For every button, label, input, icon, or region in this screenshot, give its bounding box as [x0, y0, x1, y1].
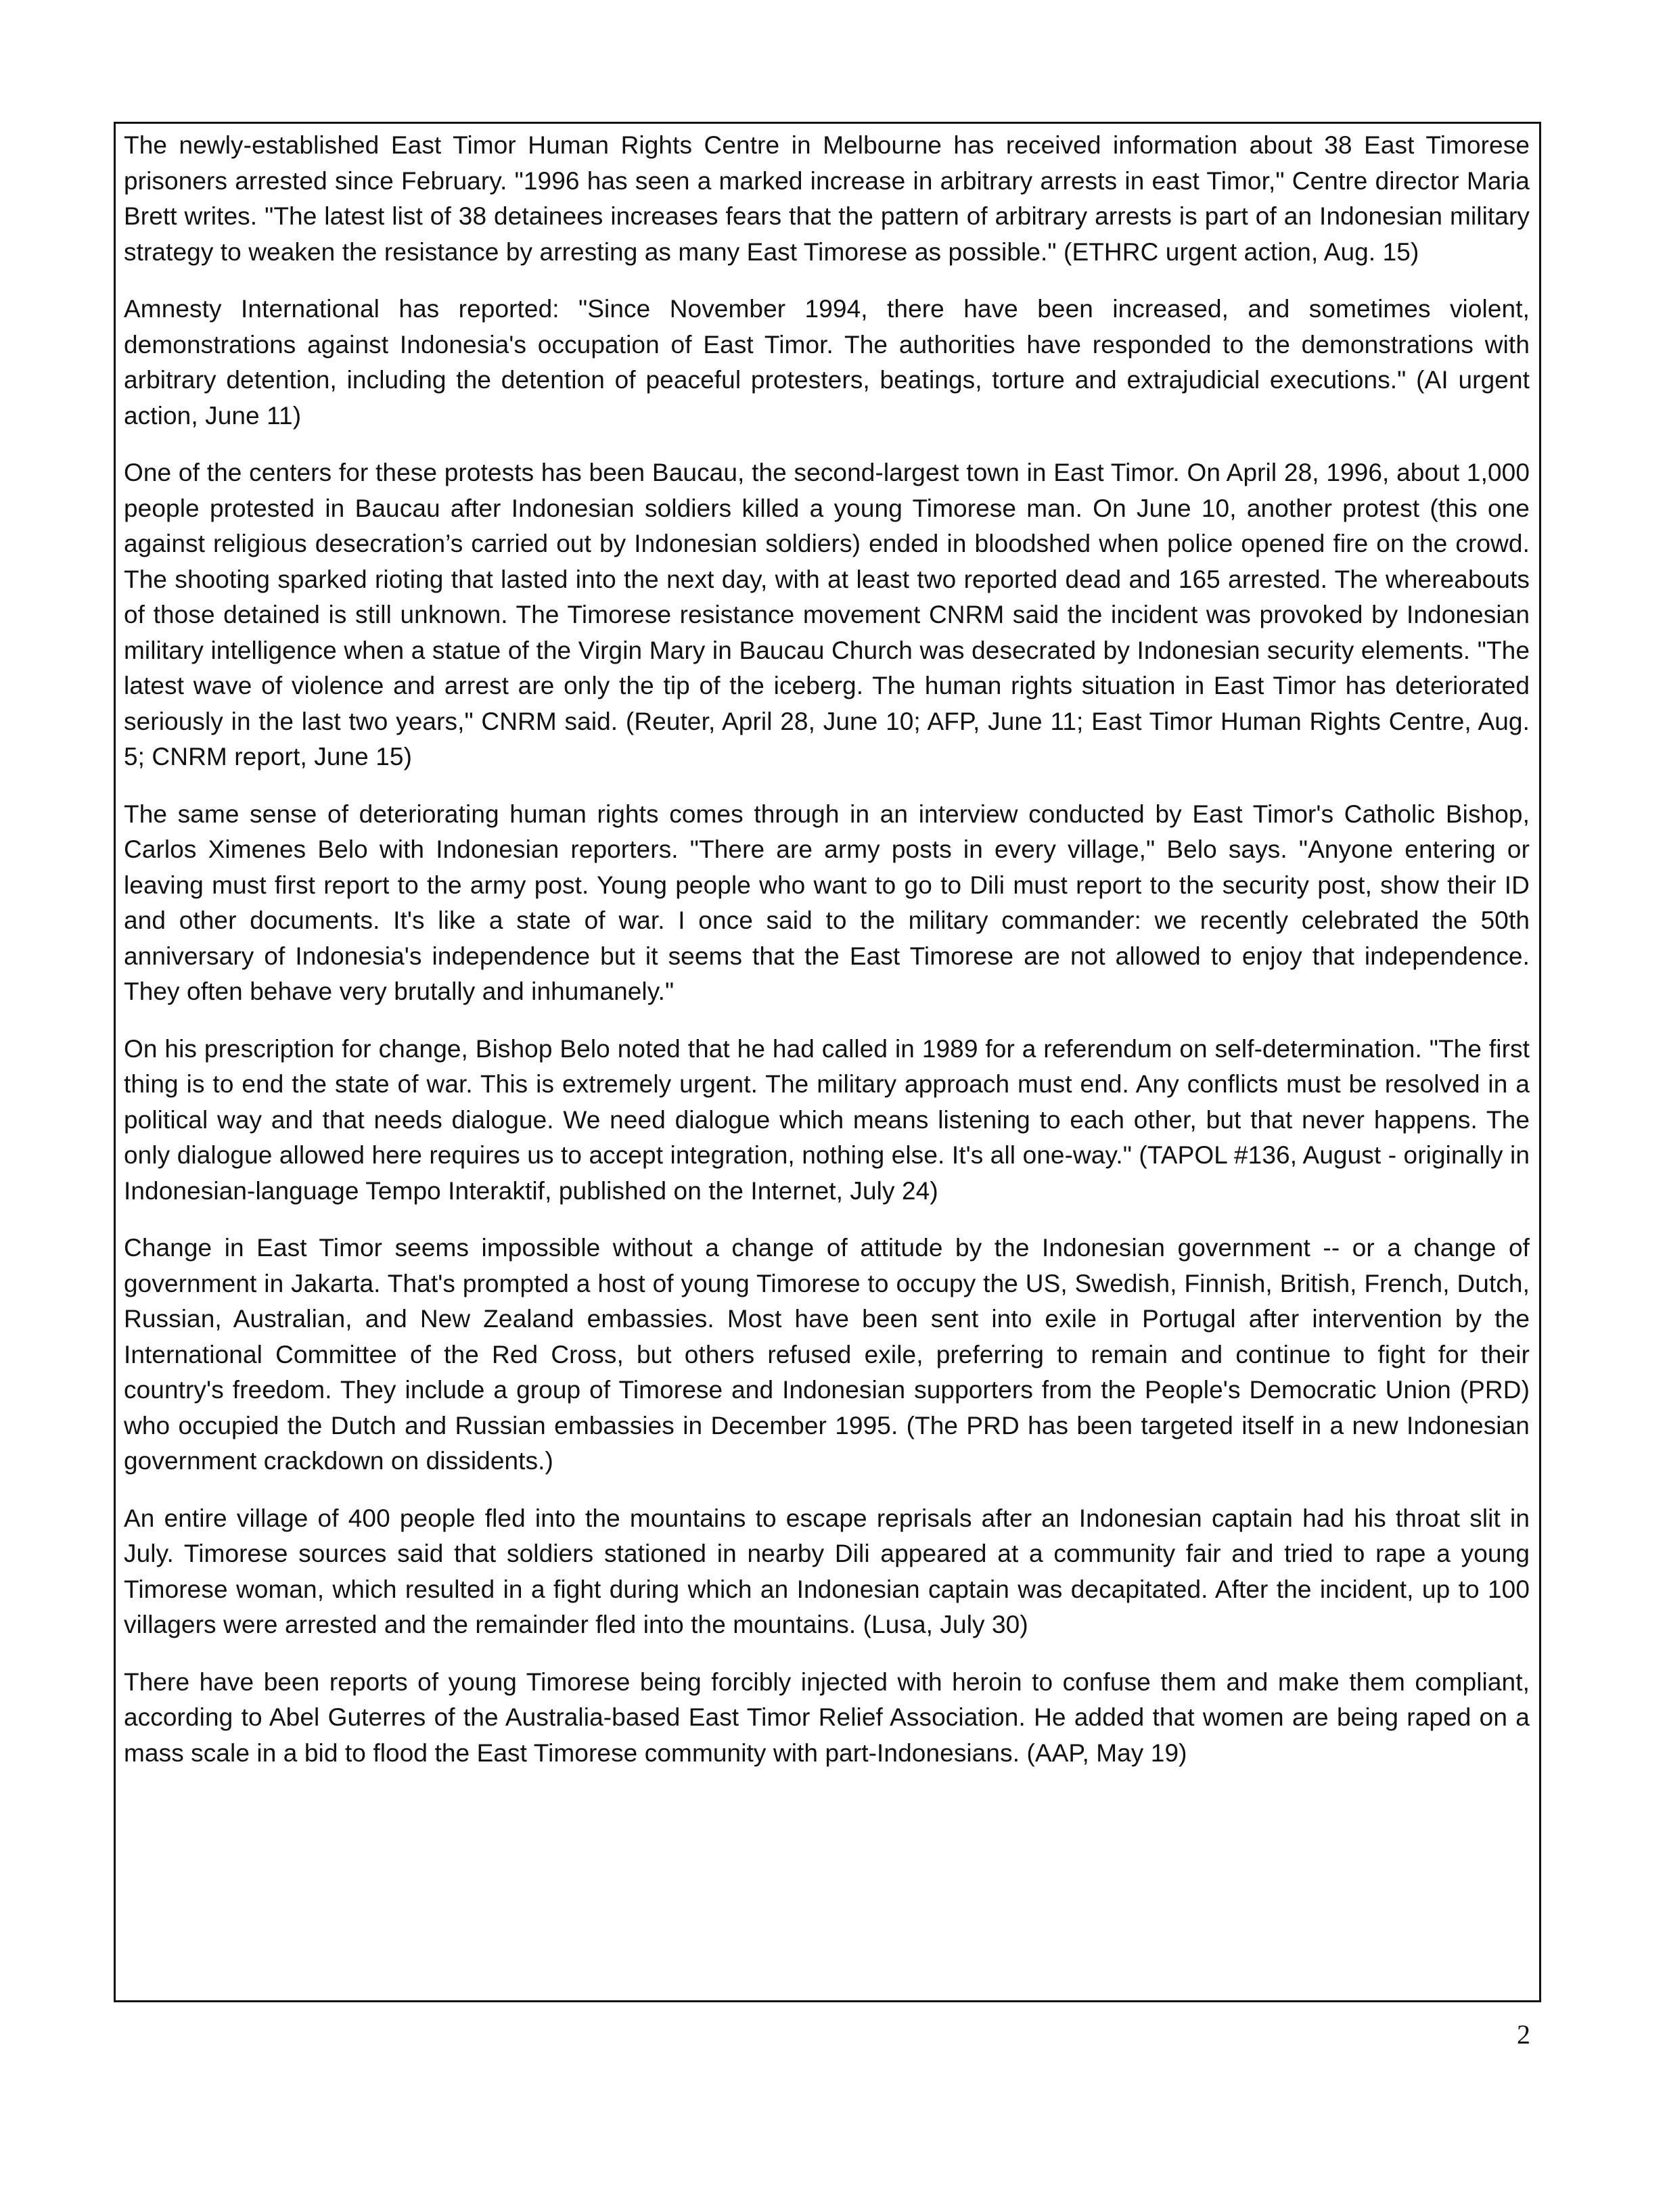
paragraph-ethrc-prisoners: The newly-established East Timor Human Rights Centre in Melbourne has received information about 38 East Timorese prisoners arrested since February. "1996 has seen a marked increase in arbitrary arrests in east Timor," Centre director Maria Brett writes. "The latest list of 38 detainees increases fears that the pattern of arbitrary arrests is part of an Indonesian military strategy to weaken the resistance by arresting as many East Timorese as possible." (ETHRC urgent action, Aug. 15): [124, 131, 1530, 266]
paragraph-heroin-reports: There have been reports of young Timorese being forcibly injected with heroin to confuse them and make them compliant, according to Abel Guterres of the Australia-based East Timor Relief Association. He added that women are being raped on a mass scale in a bid to flood the East Timorese community with part-Indonesians. (AAP, May 19): [124, 1667, 1530, 1767]
paragraph-amnesty-report: Amnesty International has reported: "Since November 1994, there have been increased, and sometimes violent, demonstrations against Indonesia's occupation of East Timor. The authorities have responded to the demonstrations with arbitrary detention, including the detention of peaceful protesters, beatings, torture and extrajudicial executions." (AI urgent action, June 11): [124, 295, 1530, 430]
text-box: [114, 122, 1541, 2002]
page-number: 2: [1517, 2019, 1530, 2050]
paragraph-baucau-protests: One of the centers for these protests has been Baucau, the second-largest town in East Timor. On April 28, 1996, about 1,000 people protested in Baucau after Indonesian soldiers killed a young Timorese man. On June 10, another protest (this one against religious desecration’s carried out by Indonesian soldiers) ended in bloodshed when police opened fire on the crowd. The shooting sparked rioting that lasted into the next day, with at least two reported dead and 165 arrested. The whereabouts of those detained is still unknown. The Timorese resistance movement CNRM said the incident was provoked by Indonesian military intelligence when a statue of the Virgin Mary in Baucau Church was desecrated by Indonesian security elements. "The latest wave of violence and arrest are only the tip of the iceberg. The human rights situation in East Timor has deteriorated seriously in the last two years," CNRM said. (Reuter, April 28, June 10; AFP, June 11; East Timor Human Rights Centre, Aug. 5; CNRM report, June 15): [124, 459, 1530, 770]
paragraph-bishop-belo-interview: The same sense of deteriorating human rights comes through in an interview conducted by East Timor's Catholic Bishop, Carlos Ximenes Belo with Indonesian reporters. "There are army posts in every village," Belo says. "Anyone entering or leaving must first report to the army post. Young people who want to go to Dili must report to the security post, show their ID and other documents. It's like a state of war. I once said to the military commander: we recently celebrated the 50th anniversary of Indonesia's independence but it seems that the East Timorese are not allowed to enjoy that independence. They often behave very brutally and inhumanely.": [124, 800, 1530, 1005]
paragraph-village-fled: An entire village of 400 people fled into the mountains to escape reprisals after an Indonesian captain had his throat slit in July. Timorese sources said that soldiers stationed in nearby Dili appeared at a community fair and tried to rape a young Timorese woman, which resulted in a fight during which an Indonesian captain was decapitated. After the incident, up to 100 villagers were arrested and the remainder fled into the mountains. (Lusa, July 30): [124, 1504, 1530, 1638]
paragraph-prescription-for-change: On his prescription for change, Bishop Belo noted that he had called in 1989 for a referendum on self-determination. "The first thing is to end the state of war. This is extremely urgent. The military approach must end. Any conflicts must be resolved in a political way and that needs dialogue. We need dialogue which means listening to each other, but that never happens. The only dialogue allowed here requires us to accept integration, nothing else. It's all one-way." (TAPOL #136, August - originally in Indonesian-language Tempo Interaktif, published on the Internet, July 24): [124, 1034, 1530, 1205]
paragraph-embassy-occupations: Change in East Timor seems impossible without a change of attitude by the Indonesian government -- or a change of government in Jakarta. That's prompted a host of young Timorese to occupy the US, Swedish, Finnish, British, French, Dutch, Russian, Australian, and New Zealand embassies. Most have been sent into exile in Portugal after intervention by the International Committee of the Red Cross, but others refused exile, preferring to remain and continue to fight for their country's freedom. They include a group of Timorese and Indonesian supporters from the People's Democratic Union (PRD) who occupied the Dutch and Russian embassies in December 1995. (The PRD has been targeted itself in a new Indonesian government crackdown on dissidents.): [124, 1234, 1530, 1475]
